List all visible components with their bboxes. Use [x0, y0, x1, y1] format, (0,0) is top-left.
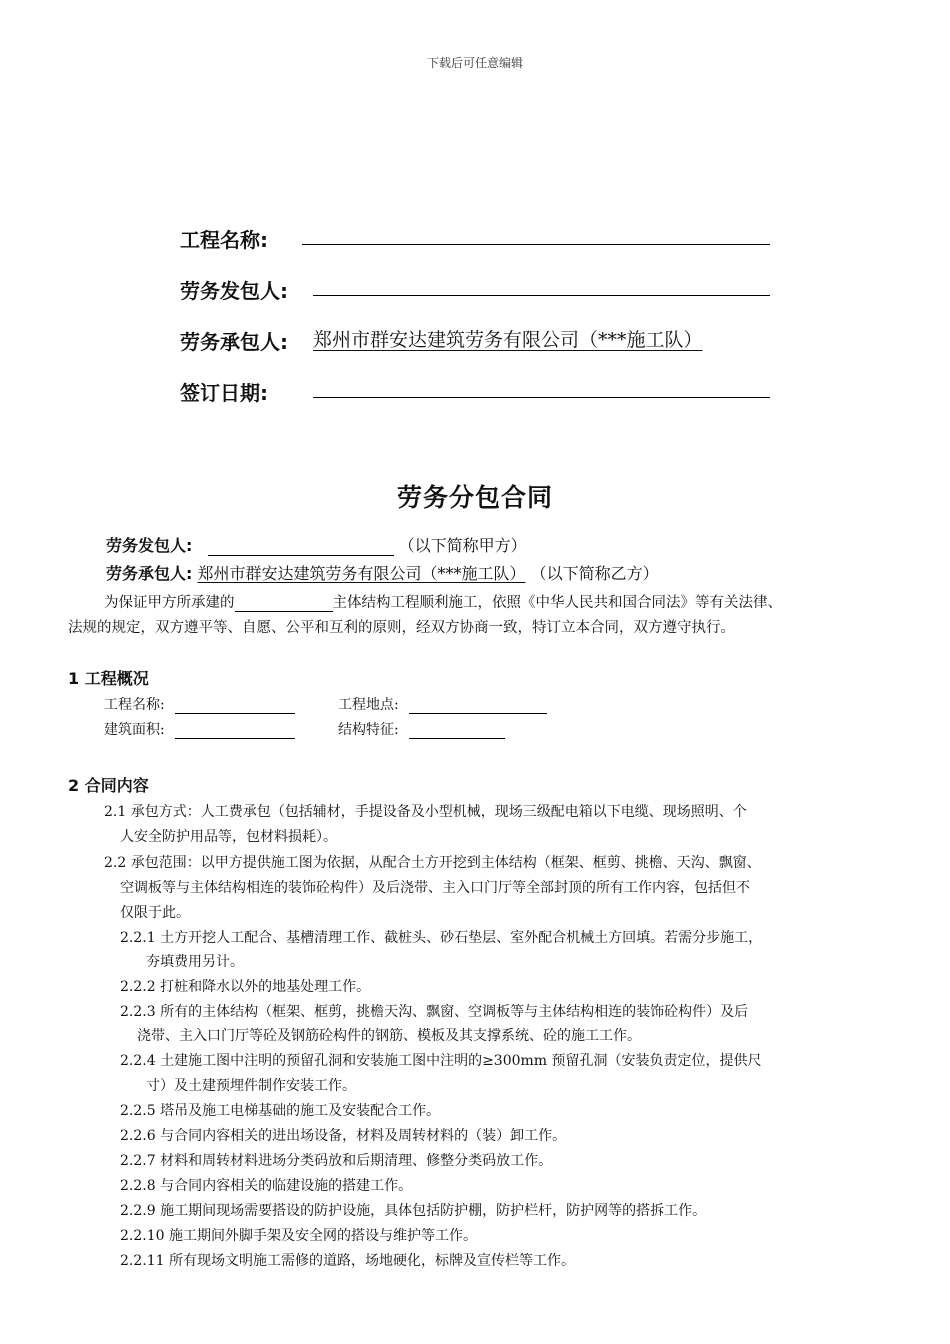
- party-subcontractor-suffix: （以下简称乙方）: [530, 564, 659, 583]
- clause-line: 2.2.8 与合同内容相关的临建设施的搭建工作。: [120, 1178, 413, 1194]
- section-1-structure-blank: [409, 724, 505, 739]
- party-contractor-blank: [208, 539, 394, 556]
- section-1-location-blank: [409, 699, 547, 714]
- section-1-location-label: 工程地点:: [338, 697, 399, 713]
- clause-line: 2.2.2 打桩和降水以外的地基处理工作。: [120, 979, 371, 995]
- clause-line: 2.2.11 所有现场文明施工需修的道路，场地硬化，标牌及宣传栏等工作。: [120, 1253, 575, 1269]
- cover-sign-date-label: 签订日期:: [180, 381, 268, 405]
- cover-project-name-label: 工程名称:: [180, 228, 268, 252]
- cover-subcontractor-label: 劳务承包人:: [180, 330, 288, 354]
- cover-contractor-line: [313, 295, 770, 296]
- header-note: 下载后可任意编辑: [426, 56, 523, 70]
- preamble-part-1: 为保证甲方所承建的: [104, 595, 235, 611]
- clause-line: 2.2.9 施工期间现场需要搭设的防护设施，具体包括防护棚，防护栏杆，防护网等的搭拆工作。: [120, 1203, 707, 1219]
- section-1-area-blank: [175, 724, 295, 739]
- cover-contractor-label: 劳务发包人:: [180, 279, 288, 303]
- party-subcontractor-value: 郑州市群安达建筑劳务有限公司（***施工队）: [197, 564, 526, 583]
- clause-line: 寸）及土建预埋件制作安装工作。: [146, 1078, 356, 1094]
- clause-line: 仅限于此。: [120, 905, 190, 921]
- clause-line: 2.2.7 材料和周转材料进场分类码放和后期清理、修整分类码放工作。: [120, 1153, 553, 1169]
- clause-line: 2.2.1 土方开挖人工配合、基槽清理工作、截桩头、砂石垫层、室外配合机械土方回填。若需分步施工，: [120, 930, 763, 946]
- cover-project-name-line: [302, 244, 770, 245]
- section-1-name-row: [104, 694, 295, 714]
- clause-line: 人安全防护用品等，包材料损耗）。: [120, 829, 337, 845]
- clause-line: 2.2.3 所有的主体结构（框架、框剪，挑檐天沟、飘窗、空调板等与主体结构相连的装饰砼构件）及后: [120, 1004, 749, 1020]
- section-1-area-row: [104, 719, 295, 739]
- section-1-area-label: 建筑面积:: [104, 722, 165, 738]
- clause-line: 2.2.4 土建施工图中注明的预留孔洞和安装施工图中注明的≥300mm 预留孔洞（安装负责定位，提供尺: [120, 1053, 762, 1069]
- preamble-blank: [235, 597, 333, 612]
- section-1-heading: 1 工程概况: [68, 669, 149, 688]
- party-subcontractor-label: 劳务承包人:: [106, 564, 193, 583]
- clause-line: 2.2.5 塔吊及施工电梯基础的施工及安装配合工作。: [120, 1103, 441, 1119]
- section-1-name-blank: [175, 699, 295, 714]
- preamble-line-1: [104, 591, 782, 612]
- contract-title: 劳务分包合同: [396, 483, 553, 512]
- section-1-location-row: [338, 694, 547, 714]
- party-contractor-row: [106, 533, 527, 556]
- section-2-heading: 2 合同内容: [68, 776, 149, 795]
- cover-sign-date-line: [313, 397, 770, 398]
- clause-line: 2.2 承包范围：以甲方提供施工图为依据，从配合土方开挖到主体结构（框架、框剪、挑檐、天沟、飘窗、: [104, 855, 761, 871]
- preamble-part-2: 主体结构工程顺利施工，依照《中华人民共和国合同法》等有关法律、: [332, 595, 782, 611]
- clause-line: 夯填费用另计。: [146, 954, 244, 970]
- clause-line: 2.1 承包方式：人工费承包（包括辅材，手提设备及小型机械，现场三级配电箱以下电缆、现场照明、个: [104, 804, 747, 820]
- party-subcontractor-row: [106, 561, 659, 584]
- section-1-name-label: 工程名称:: [104, 697, 165, 713]
- party-contractor-label: 劳务发包人:: [106, 536, 193, 555]
- party-contractor-suffix: （以下简称甲方）: [398, 536, 527, 555]
- clause-line: 2.2.10 施工期间外脚手架及安全网的搭设与维护等工作。: [120, 1228, 477, 1244]
- section-1-structure-row: [338, 719, 505, 739]
- section-1-structure-label: 结构特征:: [338, 722, 399, 738]
- clause-line: 空调板等与主体结构相连的装饰砼构件）及后浇带、主入口门厅等全部封顶的所有工作内容，包括但不: [120, 880, 750, 896]
- cover-subcontractor-value: 郑州市群安达建筑劳务有限公司（***施工队）: [313, 329, 703, 351]
- clause-line: 2.2.6 与合同内容相关的进出场设备，材料及周转材料的（装）卸工作。: [120, 1128, 567, 1144]
- clause-line: 浇带、主入口门厅等砼及钢筋砼构件的钢筋、模板及其支撑系统、砼的施工工作。: [137, 1028, 641, 1044]
- preamble-line-2: 法规的规定，双方遵平等、自愿、公平和互利的原则，经双方协商一致，特订立本合同，双方遵守执行。: [68, 620, 735, 636]
